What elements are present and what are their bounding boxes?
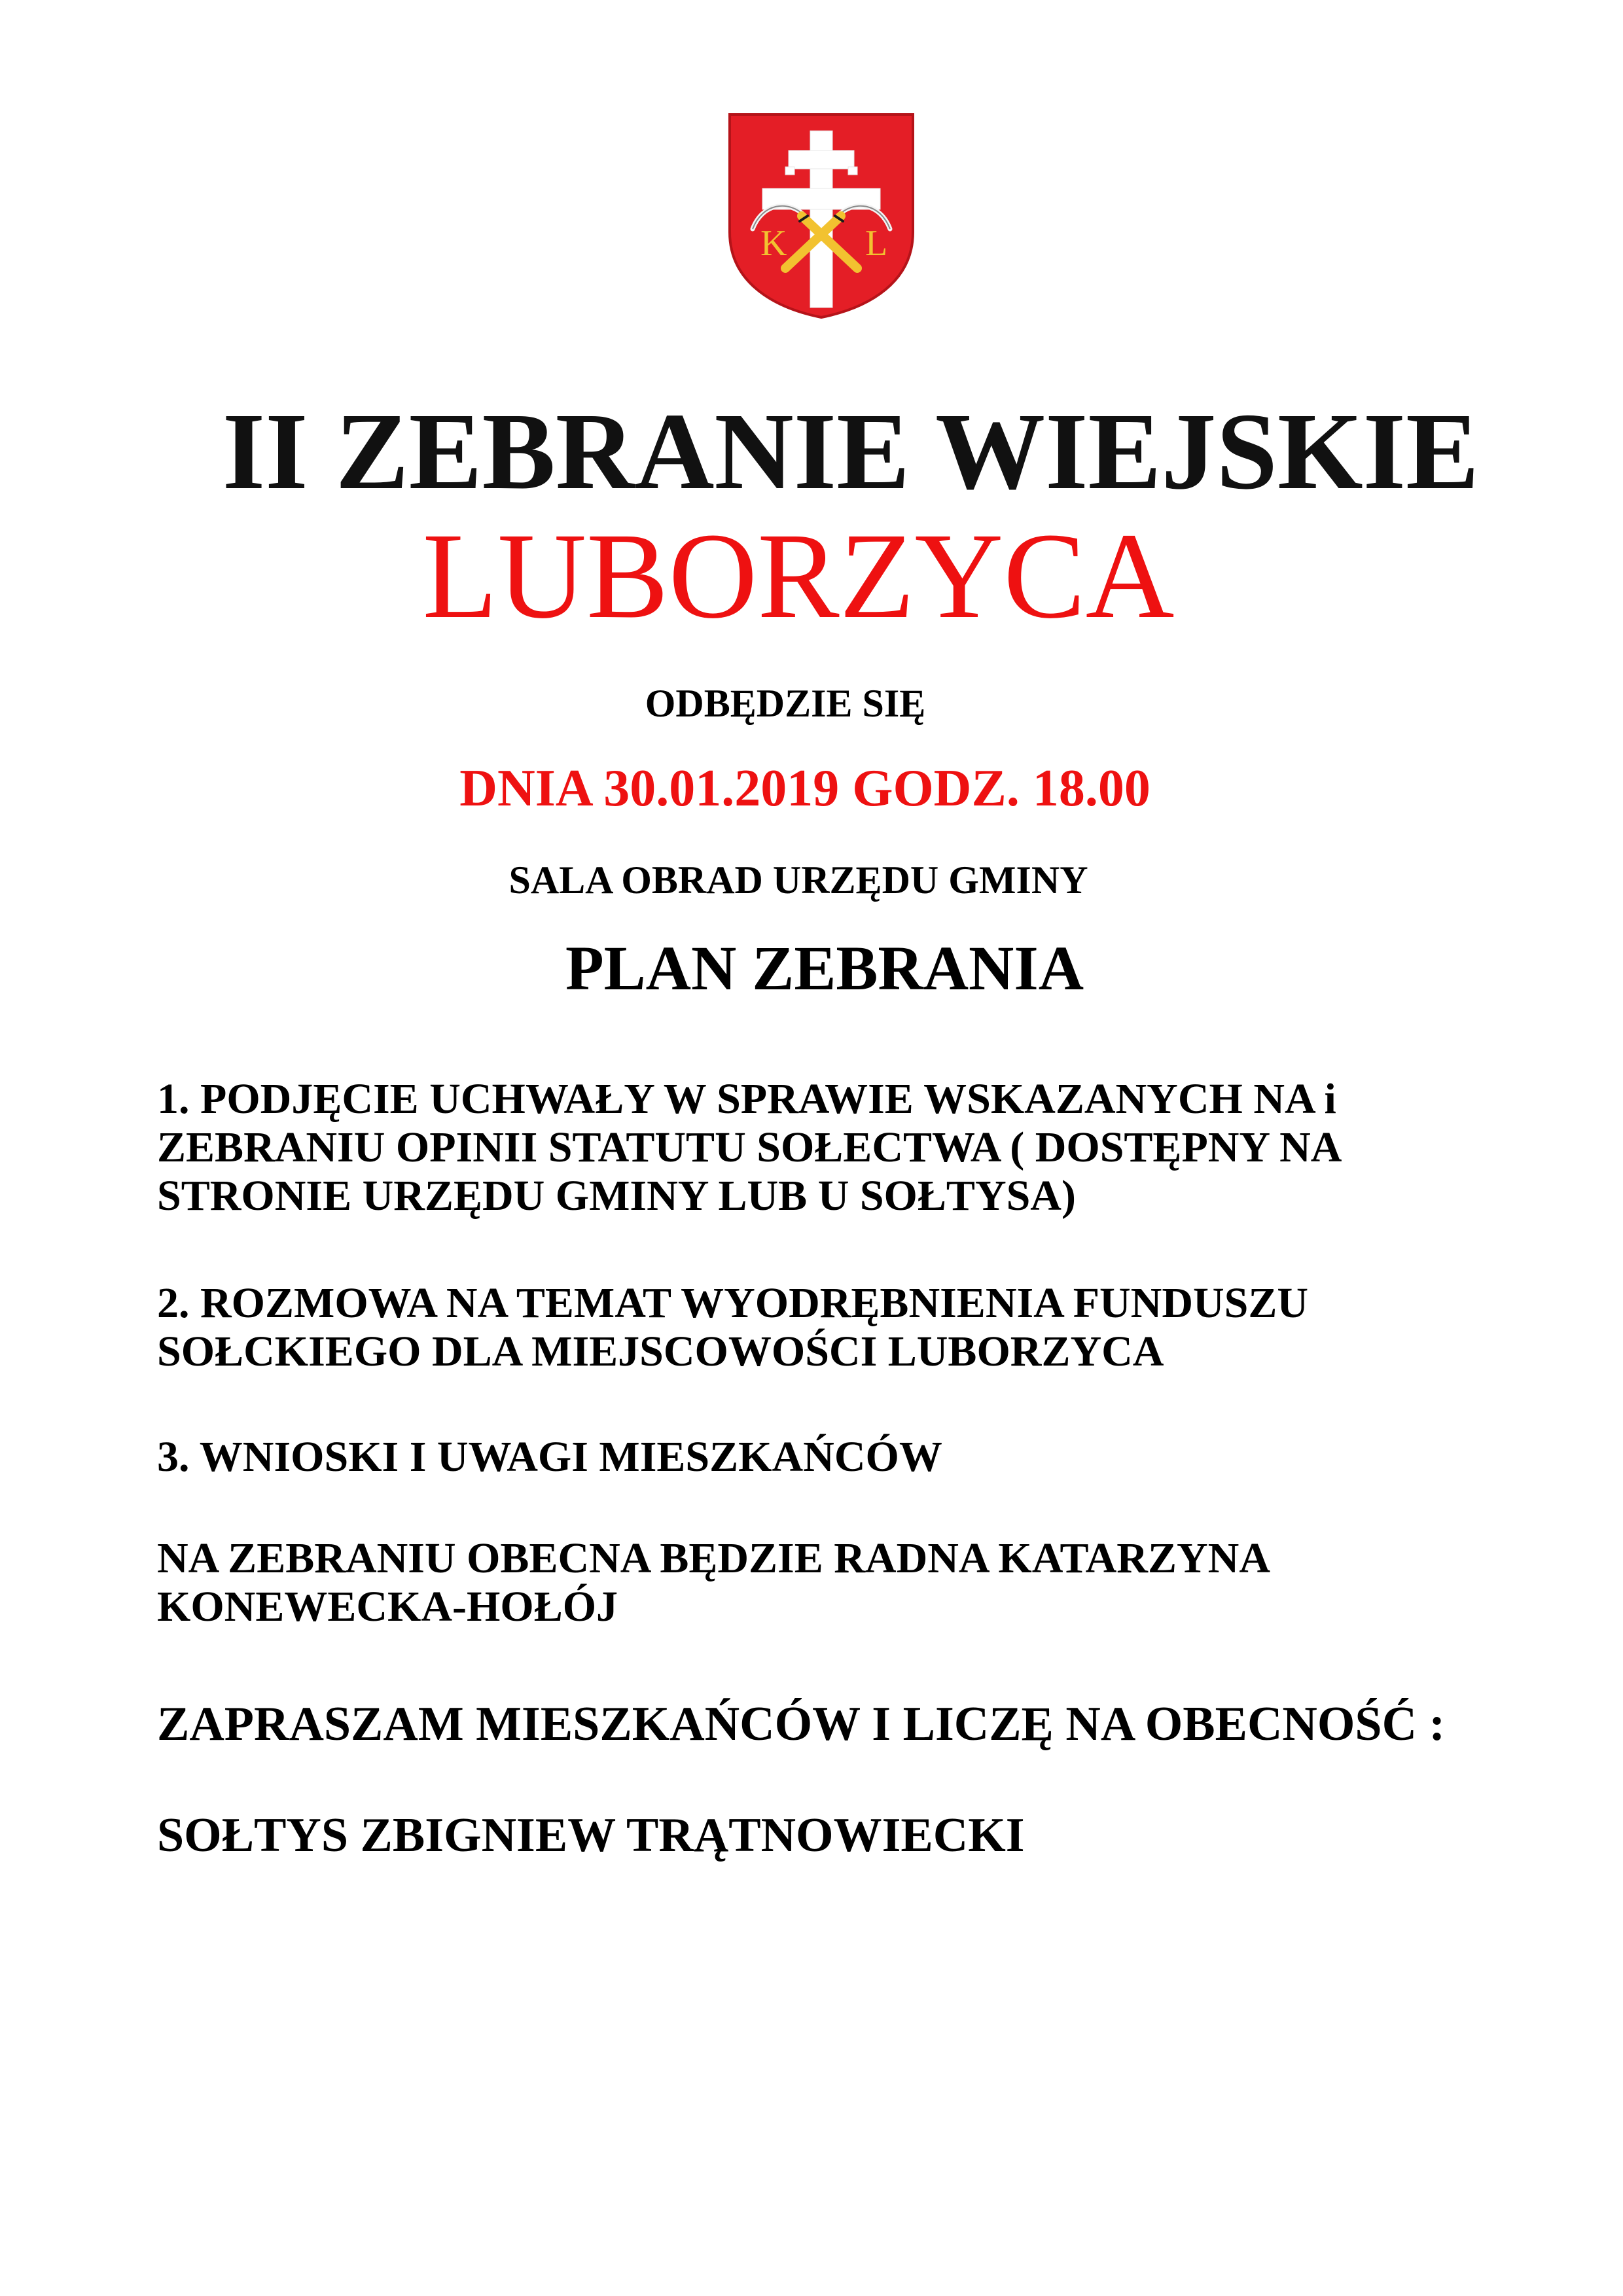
agenda-item-line: STRONIE URZĘDU GMINY LUB U SOŁTYSA)	[157, 1172, 1076, 1220]
emblem-letter-k: K	[760, 223, 787, 264]
agenda-heading: PLAN ZEBRANIA	[565, 933, 1084, 1003]
meeting-date-time: DNIA 30.01.2019 GODZ. 18.00	[459, 760, 1150, 817]
signature: SOŁTYS ZBIGNIEW TRĄTNOWIECKI	[157, 1809, 1025, 1862]
note-line: KONEWECKA-HOŁÓJ	[157, 1583, 618, 1631]
agenda-item-line: 3. WNIOSKI I UWAGI MIESZKAŃCÓW	[157, 1433, 942, 1481]
agenda-item-line: ZEBRANIU OPINII STATUTU SOŁECTWA ( DOSTĘPNY NA	[157, 1123, 1342, 1171]
invitation-text: ZAPRASZAM MIESZKAŃCÓW I LICZĘ NA OBECNOŚĆ :	[157, 1697, 1446, 1751]
agenda-item-2	[157, 1279, 1518, 1376]
note-line: NA ZEBRANIU OBECNA BĘDZIE RADNA KATARZYNA	[157, 1534, 1270, 1582]
agenda-item-line: 1. PODJĘCIE UCHWAŁY W SPRAWIE WSKAZANYCH NA i	[157, 1075, 1336, 1123]
agenda-item-line: 2. ROZMOWA NA TEMAT WYODRĘBNIENIA FUNDUSZU	[157, 1279, 1309, 1327]
agenda-item-line: SOŁCKIEGO DLA MIEJSCOWOŚCI LUBORZYCA	[157, 1328, 1164, 1375]
will-take-place-label: ODBĘDZIE SIĘ	[645, 682, 926, 725]
agenda-item-3	[157, 1433, 1518, 1481]
councillor-note	[157, 1534, 1518, 1631]
meeting-title: II ZEBRANIE WIEJSKIE	[222, 391, 1480, 512]
emblem-letter-l: L	[865, 223, 888, 264]
agenda-item-1	[157, 1075, 1518, 1220]
coat-of-arms-emblem	[726, 111, 916, 321]
village-name: LUBORZYCA	[422, 507, 1175, 644]
meeting-venue: SALA OBRAD URZĘDU GMINY	[508, 858, 1088, 902]
